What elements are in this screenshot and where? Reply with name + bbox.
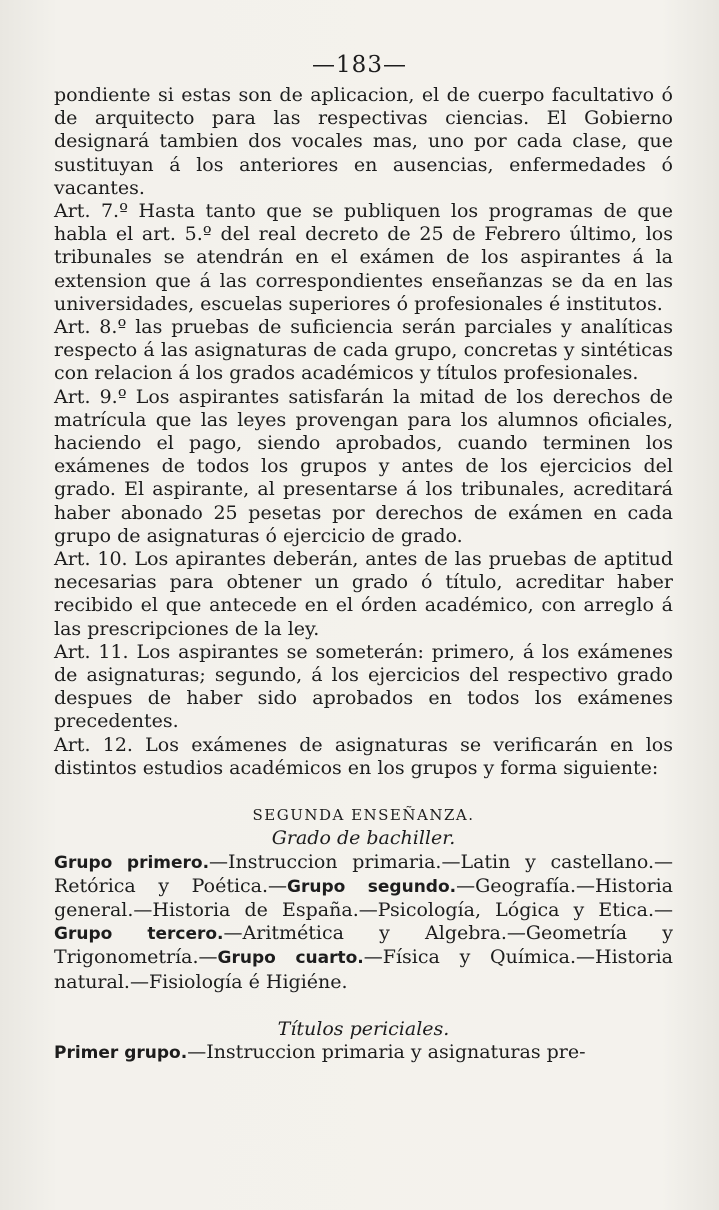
- section-title: SEGUNDA ENSEÑANZA.: [252, 806, 475, 825]
- subsection-title-periciales: Títulos periciales.: [277, 1017, 450, 1040]
- group-1-label: Grupo primero.: [54, 852, 210, 873]
- paragraph-art-7: Art. 7.º Hasta tanto que se publiquen los programas de que habla el art. 5.º del real decreto de 25 de Febrero último, los tribunales se atendrán en el exámen de los aspirantes á la extension que á las correspondientes enseñanzas se da en las universidades, escuelas superiores ó profesionales é institutos.: [54, 200, 673, 315]
- paragraph-art-10: Art. 10. Los apirantes deberán, antes de las pruebas de aptitud necesarias para obtener un grado ó título, acreditar haber recibido el que antecede en el órden académico, con arreglo á las prescripciones de la ley.: [54, 548, 673, 640]
- group-2-label: Grupo segundo.: [287, 876, 457, 897]
- paragraph-art-9: Art. 9.º Los aspirantes satisfarán la mitad de los derechos de matrícula que las leyes provengan para los alumnos oficiales, haciendo el pago, siendo aprobados, cuando terminen los exámenes de todos los grupos y antes de los ejercicios del grado. El aspirante, al presentarse á los tribunales, acreditará haber abonado 25 pesetas por derechos de exámen en cada grupo de asignaturas ó ejercicio de grado.: [54, 385, 673, 547]
- group-4-label: Grupo cuarto.: [217, 948, 364, 969]
- subsection-title-bachiller: Grado de bachiller.: [271, 827, 456, 850]
- group-3-text: —Aritmética y Algebra.—Geometría y Trigonometría.—: [54, 922, 674, 969]
- paragraph-art-8: Art. 8.º las pruebas de suficiencia serán parciales y analíticas respecto á las asignaturas de cada grupo, concretas y sintéticas con relacion á los grados académicos y títulos profesionales.: [54, 316, 673, 385]
- final-paragraph: [54, 1041, 673, 1065]
- paragraph-art-11: Art. 11. Los aspirantes se someterán: primero, á los exámenes de asignaturas; segundo, á los ejercicios del respectivo grado despues de haber sido aprobados en todos los exámenes precedentes.: [54, 640, 673, 733]
- group-1-text: —Instruccion primaria.—Latin y castellano.—Retórica y Poética.—: [54, 850, 673, 897]
- groups-paragraph: [54, 851, 673, 994]
- paragraph-art-12: Art. 12. Los exámenes de asignaturas se verificarán en los distintos estudios académicos en los grupos y forma siguiente:: [54, 733, 673, 779]
- primer-grupo-label: Primer grupo.: [54, 1042, 188, 1063]
- group-3-label: Grupo tercero.: [54, 924, 224, 945]
- page-number: —183—: [312, 52, 407, 78]
- page-text: [54, 84, 673, 1065]
- group-2-text: —Geografía.—Historia general.—Historia de España.—Psicología, Lógica y Etica.—: [54, 874, 673, 921]
- primer-grupo-text: —Instruccion primaria y asignaturas pre-: [187, 1040, 586, 1063]
- paragraph-continuation: pondiente si estas son de aplicacion, el de cuerpo facultativo ó de arquitecto para las respectivas ciencias. El Gobierno designará tambien dos vocales mas, uno por cada clase, que sustituyan á los anteriores en ausencias, enfermedades ó vacantes.: [54, 84, 673, 199]
- group-4-text: —Física y Química.—Historia natural.—Fisiología é Higiéne.: [54, 946, 673, 993]
